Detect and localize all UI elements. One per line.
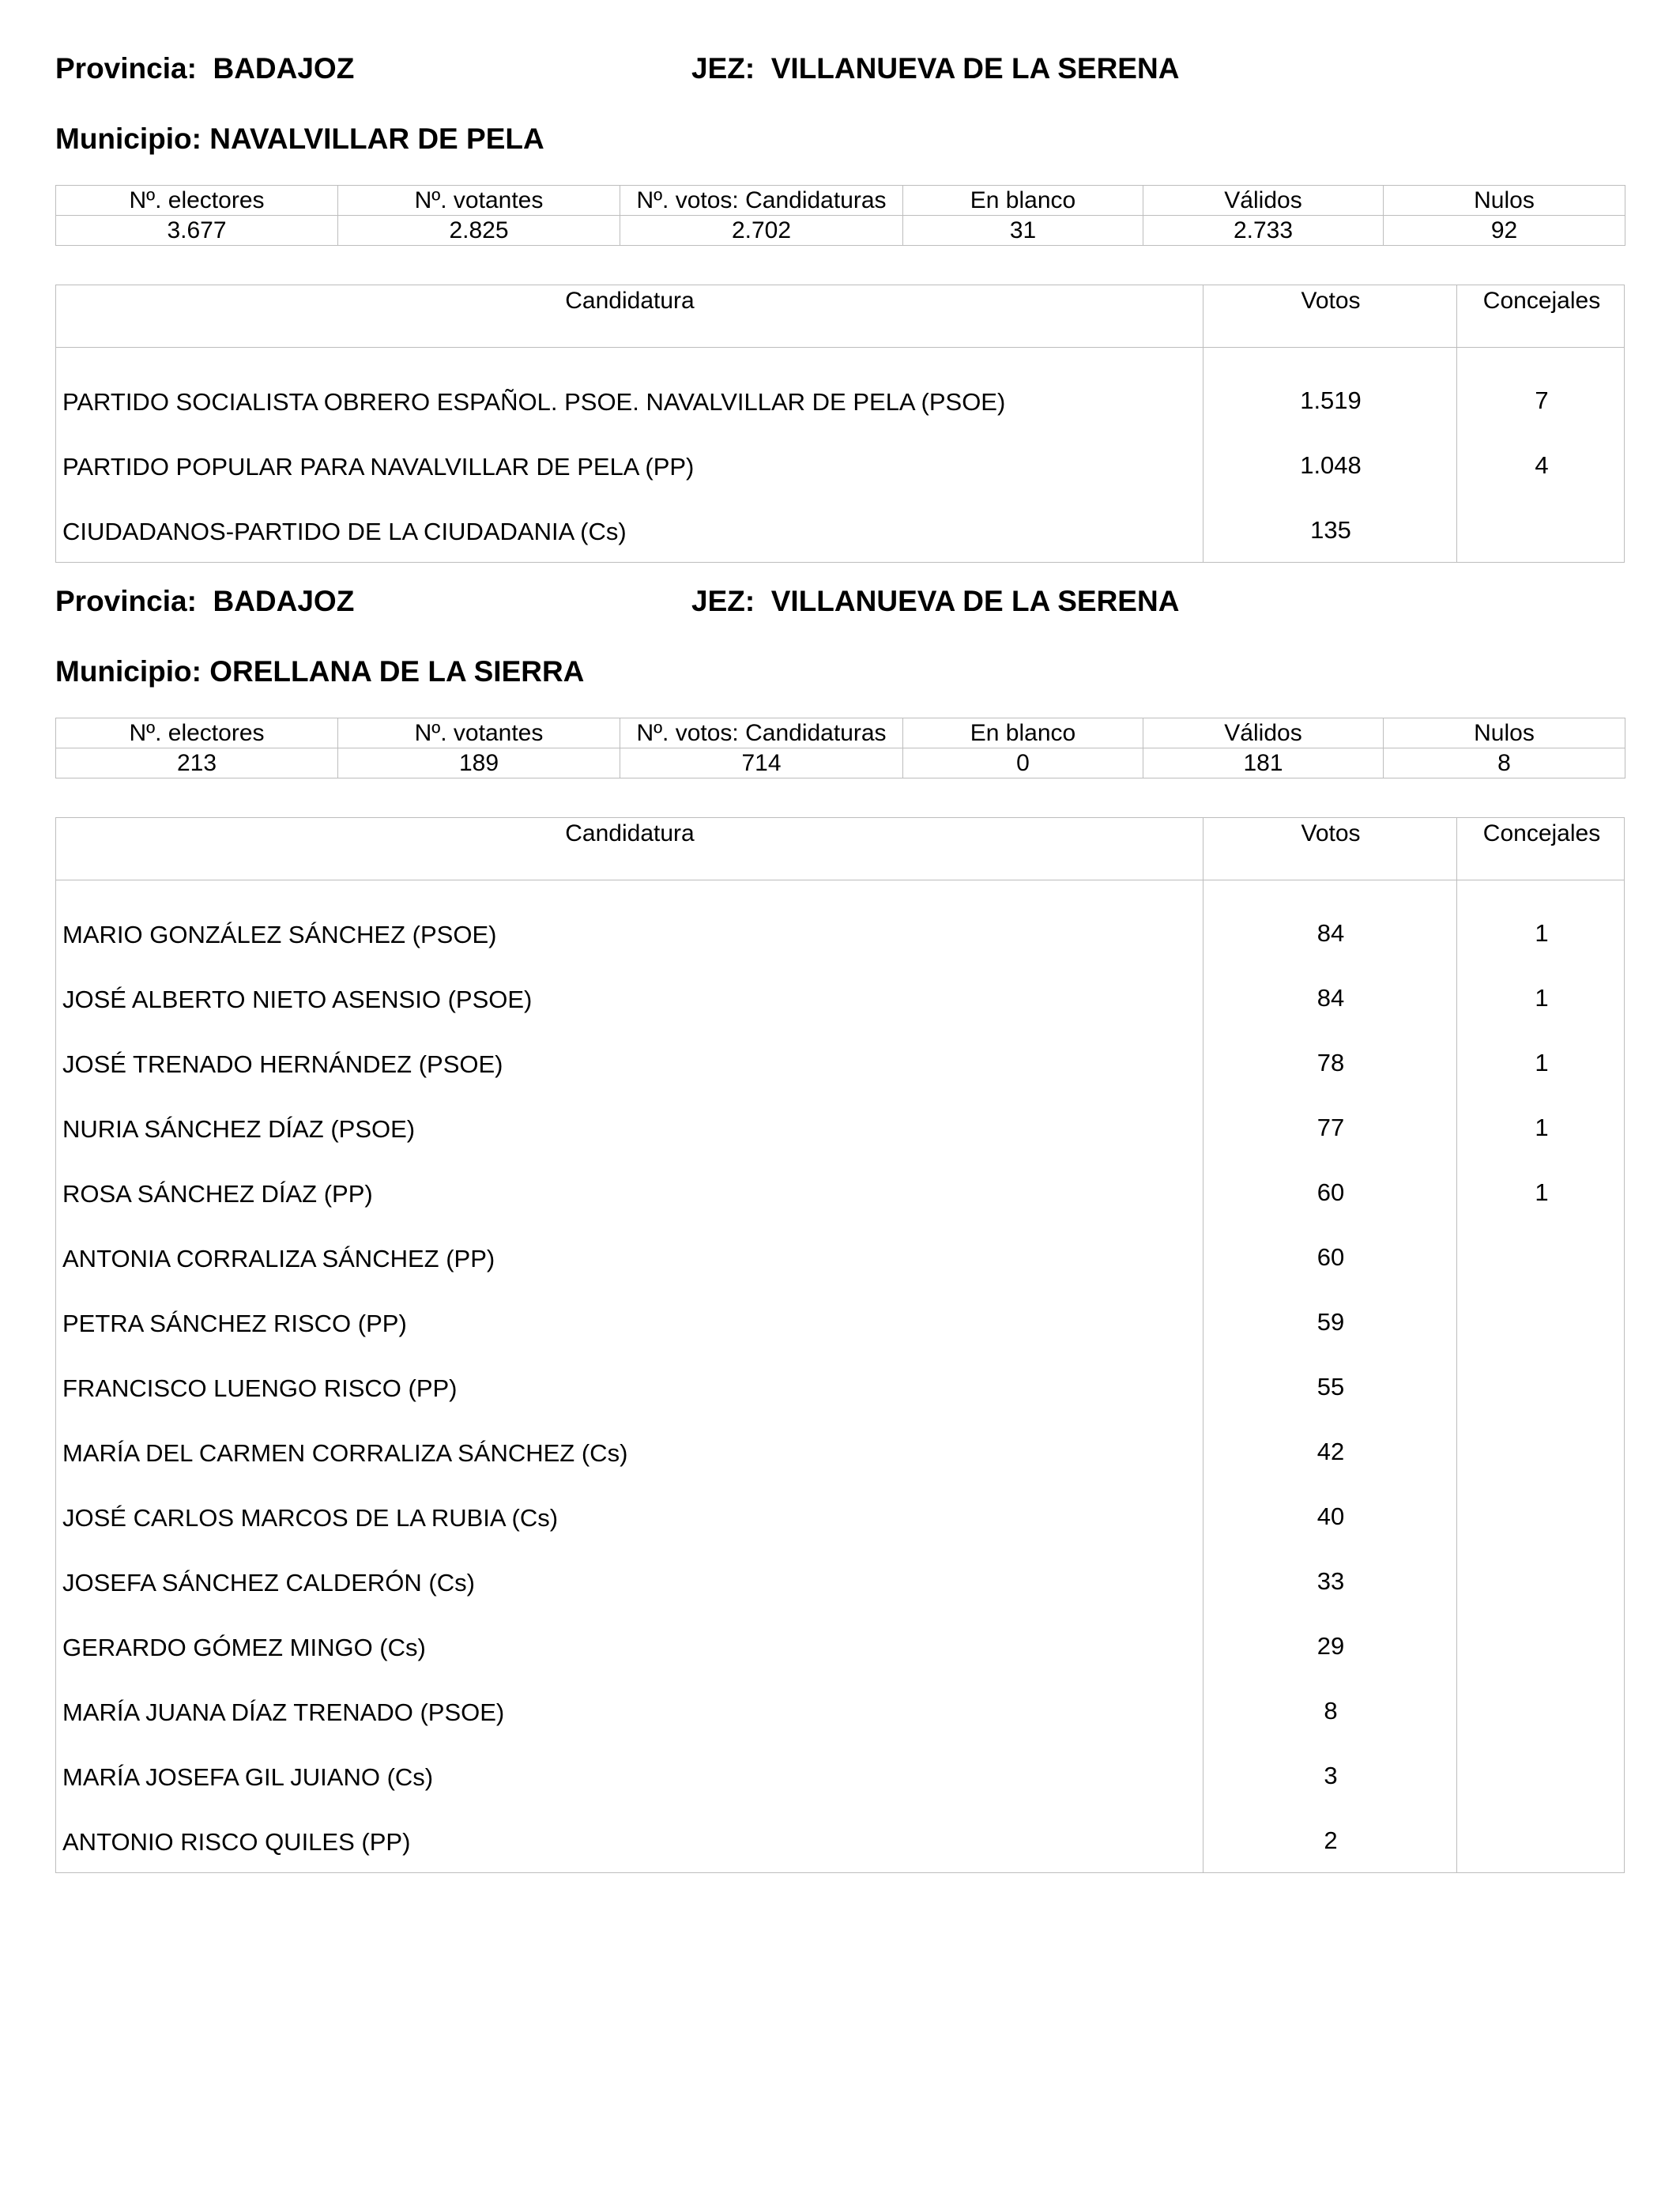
candidate-name: PARTIDO POPULAR PARA NAVALVILLAR DE PELA (PP) xyxy=(62,453,695,481)
candidate-name: MARÍA DEL CARMEN CORRALIZA SÁNCHEZ (Cs) xyxy=(62,1439,628,1467)
stats-header-validos: Válidos xyxy=(1143,718,1384,748)
candidate-concejales: 1 xyxy=(1535,1049,1549,1076)
candidatures-rows xyxy=(56,880,1624,1872)
header-votos: Votos xyxy=(1301,820,1361,846)
candidate-row xyxy=(56,432,1624,497)
stats-header-en-blanco: En blanco xyxy=(903,718,1143,748)
candidate-votes: 33 xyxy=(1317,1567,1345,1595)
candidate-concejales: 1 xyxy=(1535,1114,1549,1141)
candidate-name: JOSÉ CARLOS MARCOS DE LA RUBIA (Cs) xyxy=(62,1504,559,1532)
header-concejales: Concejales xyxy=(1482,820,1601,846)
candidate-votes: 1.519 xyxy=(1300,386,1362,414)
stats-value-row xyxy=(56,748,1625,778)
jez-heading: JEZ: VILLANUEVA DE LA SERENA xyxy=(691,585,1180,617)
candidate-name: JOSEFA SÁNCHEZ CALDERÓN (Cs) xyxy=(62,1569,475,1596)
stats-header-votos-candidaturas: Nº. votos: Candidaturas xyxy=(620,186,903,216)
stats-value-votos-candidaturas: 2.702 xyxy=(620,216,903,246)
candidate-row xyxy=(56,368,1624,432)
stats-value-en-blanco: 31 xyxy=(903,216,1143,246)
candidate-row xyxy=(56,1095,1624,1159)
header-votos: Votos xyxy=(1301,288,1361,314)
stats-value-votos-candidaturas: 714 xyxy=(620,748,903,778)
candidate-votes: 135 xyxy=(1310,516,1351,544)
candidate-concejales: 1 xyxy=(1535,984,1549,1012)
candidate-votes: 55 xyxy=(1317,1373,1345,1400)
candidate-votes: 8 xyxy=(1324,1697,1338,1725)
provincia-heading: Provincia: BADAJOZ xyxy=(55,585,355,617)
stats-header-electores: Nº. electores xyxy=(56,718,338,748)
candidate-row xyxy=(56,1743,1624,1808)
candidate-votes: 40 xyxy=(1317,1502,1345,1530)
candidatures-header xyxy=(56,285,1624,348)
stats-value-electores: 3.677 xyxy=(56,216,338,246)
candidate-name: ROSA SÁNCHEZ DÍAZ (PP) xyxy=(62,1180,373,1208)
stats-value-electores: 213 xyxy=(56,748,338,778)
candidate-row xyxy=(56,1419,1624,1483)
stats-value-nulos: 92 xyxy=(1384,216,1625,246)
stats-table xyxy=(55,718,1625,778)
stats-header-row xyxy=(56,718,1625,748)
stats-value-validos: 181 xyxy=(1143,748,1384,778)
candidate-name: JOSÉ ALBERTO NIETO ASENSIO (PSOE) xyxy=(62,986,533,1013)
candidate-votes: 60 xyxy=(1317,1178,1345,1206)
candidate-row xyxy=(56,900,1624,965)
candidate-name: ANTONIA CORRALIZA SÁNCHEZ (PP) xyxy=(62,1245,495,1272)
stats-header-electores: Nº. electores xyxy=(56,186,338,216)
stats-header-validos: Válidos xyxy=(1143,186,1384,216)
candidate-concejales: 1 xyxy=(1535,1178,1549,1206)
candidate-name: ANTONIO RISCO QUILES (PP) xyxy=(62,1828,411,1856)
candidate-name: MARÍA JUANA DÍAZ TRENADO (PSOE) xyxy=(62,1698,505,1726)
candidate-row xyxy=(56,1030,1624,1095)
provincia-heading: Provincia: BADAJOZ xyxy=(55,52,355,85)
candidate-row xyxy=(56,965,1624,1030)
stats-value-nulos: 8 xyxy=(1384,748,1625,778)
candidate-votes: 3 xyxy=(1324,1762,1338,1789)
candidate-name: FRANCISCO LUENGO RISCO (PP) xyxy=(62,1374,458,1402)
candidate-concejales: 1 xyxy=(1535,919,1549,947)
candidate-votes: 42 xyxy=(1317,1438,1345,1465)
stats-header-votantes: Nº. votantes xyxy=(338,186,620,216)
candidate-row xyxy=(56,1354,1624,1419)
candidate-votes: 59 xyxy=(1317,1308,1345,1336)
candidate-row xyxy=(56,1224,1624,1289)
candidate-row xyxy=(56,1678,1624,1743)
candidate-name: NURIA SÁNCHEZ DÍAZ (PSOE) xyxy=(62,1115,416,1143)
municipio-heading: Municipio: ORELLANA DE LA SIERRA xyxy=(55,655,585,688)
stats-header-nulos: Nulos xyxy=(1384,186,1625,216)
candidate-name: PETRA SÁNCHEZ RISCO (PP) xyxy=(62,1310,407,1337)
candidate-votes: 84 xyxy=(1317,919,1345,947)
candidate-row xyxy=(56,1483,1624,1548)
candidate-name: JOSÉ TRENADO HERNÁNDEZ (PSOE) xyxy=(62,1050,503,1078)
candidate-votes: 77 xyxy=(1317,1114,1345,1141)
candidate-name: MARÍA JOSEFA GIL JUIANO (Cs) xyxy=(62,1763,434,1791)
stats-value-row xyxy=(56,216,1625,246)
stats-header-row xyxy=(56,186,1625,216)
candidate-row xyxy=(56,1548,1624,1613)
stats-table xyxy=(55,185,1625,246)
header-concejales: Concejales xyxy=(1482,288,1601,314)
candidate-votes: 84 xyxy=(1317,984,1345,1012)
candidate-name: GERARDO GÓMEZ MINGO (Cs) xyxy=(62,1634,426,1661)
candidate-name: MARIO GONZÁLEZ SÁNCHEZ (PSOE) xyxy=(62,921,497,948)
candidate-name: CIUDADANOS-PARTIDO DE LA CIUDADANIA (Cs) xyxy=(62,518,627,545)
candidate-votes: 60 xyxy=(1317,1243,1345,1271)
candidate-row xyxy=(56,1159,1624,1224)
candidatures-table xyxy=(55,817,1625,1873)
stats-value-validos: 2.733 xyxy=(1143,216,1384,246)
candidatures-rows xyxy=(56,348,1624,562)
candidatures-table xyxy=(55,285,1625,563)
header-candidatura: Candidatura xyxy=(565,288,695,314)
candidate-row xyxy=(56,1808,1624,1872)
stats-header-en-blanco: En blanco xyxy=(903,186,1143,216)
stats-value-votantes: 2.825 xyxy=(338,216,620,246)
candidate-votes: 1.048 xyxy=(1300,451,1362,479)
candidate-row xyxy=(56,497,1624,562)
candidate-name: PARTIDO SOCIALISTA OBRERO ESPAÑOL. PSOE. NAVALVILLAR DE PELA (PSOE) xyxy=(62,388,1006,416)
candidate-votes: 2 xyxy=(1324,1826,1338,1854)
candidate-row xyxy=(56,1613,1624,1678)
stats-value-en-blanco: 0 xyxy=(903,748,1143,778)
stats-header-nulos: Nulos xyxy=(1384,718,1625,748)
stats-value-votantes: 189 xyxy=(338,748,620,778)
municipio-heading: Municipio: NAVALVILLAR DE PELA xyxy=(55,123,544,155)
stats-header-votos-candidaturas: Nº. votos: Candidaturas xyxy=(620,718,903,748)
header-candidatura: Candidatura xyxy=(565,820,695,846)
candidate-row xyxy=(56,1289,1624,1354)
candidate-votes: 29 xyxy=(1317,1632,1345,1660)
candidate-concejales: 7 xyxy=(1535,386,1549,414)
jez-heading: JEZ: VILLANUEVA DE LA SERENA xyxy=(691,52,1180,85)
candidate-concejales: 4 xyxy=(1535,451,1549,479)
candidate-votes: 78 xyxy=(1317,1049,1345,1076)
candidatures-header xyxy=(56,818,1624,880)
stats-header-votantes: Nº. votantes xyxy=(338,718,620,748)
